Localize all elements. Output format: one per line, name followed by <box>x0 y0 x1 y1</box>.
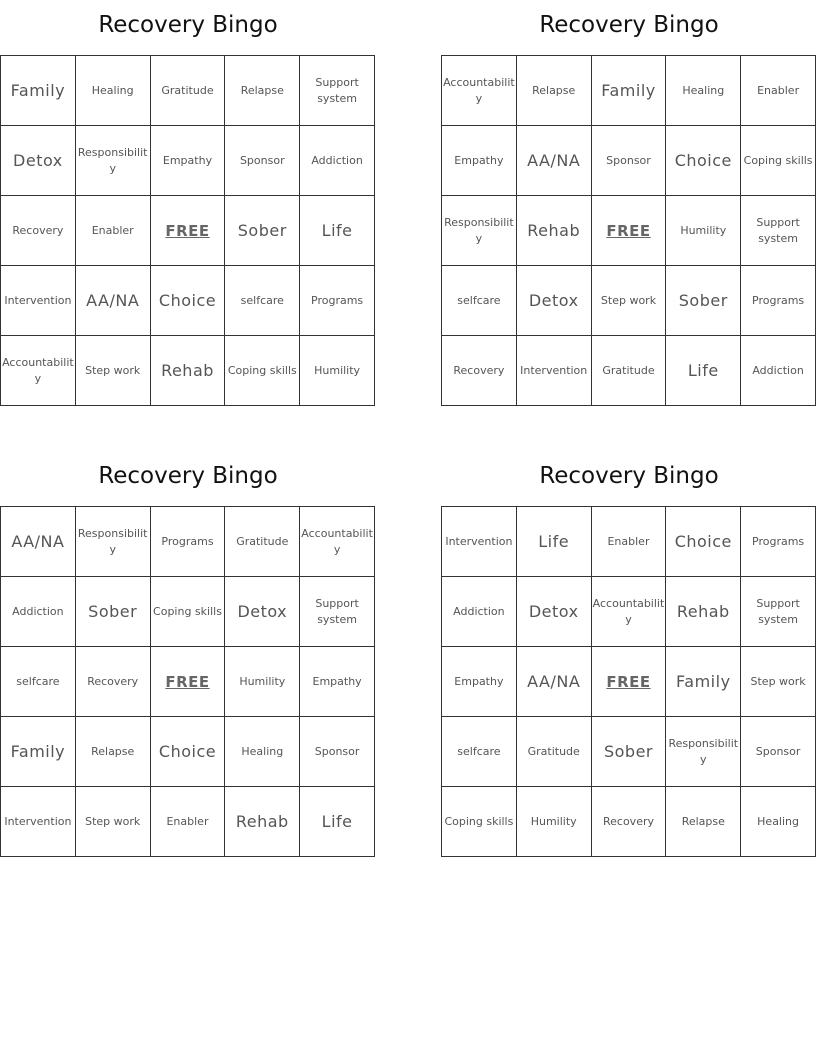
bingo-cell: Accountability <box>300 507 375 577</box>
bingo-cell: Sponsor <box>225 126 300 196</box>
grid-row <box>442 577 816 647</box>
bingo-cell: Humility <box>225 647 300 717</box>
bingo-cell: Empathy <box>300 647 375 717</box>
bingo-cell: AA/NA <box>516 126 591 196</box>
bingo-cell: Empathy <box>442 126 517 196</box>
bingo-cell: selfcare <box>1 647 76 717</box>
bingo-cell: Humility <box>666 196 741 266</box>
bingo-cell: Responsibility <box>75 507 150 577</box>
card-title: Recovery Bingo <box>539 463 719 489</box>
bingo-cell: Empathy <box>150 126 225 196</box>
bingo-cell: Detox <box>1 126 76 196</box>
bingo-cell: Responsibility <box>442 196 517 266</box>
bingo-cell: Sober <box>225 196 300 266</box>
grid-row <box>1 787 375 857</box>
grid-row <box>442 717 816 787</box>
bingo-cell: Life <box>516 507 591 577</box>
grid-row <box>1 577 375 647</box>
bingo-cell: AA/NA <box>75 266 150 336</box>
bingo-cell: Empathy <box>442 647 517 717</box>
bingo-cell: selfcare <box>442 717 517 787</box>
bingo-cell: Detox <box>516 266 591 336</box>
bingo-cell: Family <box>666 647 741 717</box>
grid-row <box>1 126 375 196</box>
bingo-cell: Life <box>300 196 375 266</box>
bingo-cell: Programs <box>741 266 816 336</box>
bingo-cell: selfcare <box>225 266 300 336</box>
bingo-cell: AA/NA <box>516 647 591 717</box>
card-title: Recovery Bingo <box>98 463 278 489</box>
bingo-cell: Intervention <box>442 507 517 577</box>
bingo-grid <box>0 506 375 857</box>
bingo-cell: Gratitude <box>591 336 666 406</box>
bingo-cell: Choice <box>150 717 225 787</box>
bingo-cell: Accountability <box>1 336 76 406</box>
bingo-cell: Programs <box>300 266 375 336</box>
bingo-cell: Responsibility <box>75 126 150 196</box>
bingo-cell: Accountability <box>442 56 517 126</box>
bingo-cell: Healing <box>741 787 816 857</box>
grid-row <box>442 266 816 336</box>
bingo-cell: Recovery <box>591 787 666 857</box>
bingo-cell: Family <box>1 717 76 787</box>
bingo-cell: Humility <box>516 787 591 857</box>
bingo-cell: Enabler <box>741 56 816 126</box>
bingo-cell: Family <box>591 56 666 126</box>
grid-row <box>442 196 816 266</box>
bingo-cell: Programs <box>150 507 225 577</box>
bingo-cell: Relapse <box>666 787 741 857</box>
bingo-cell: Relapse <box>75 717 150 787</box>
bingo-cell: Sober <box>591 717 666 787</box>
bingo-cell: Accountability <box>591 577 666 647</box>
grid-row <box>442 507 816 577</box>
bingo-cell: Detox <box>225 577 300 647</box>
bingo-cell: Choice <box>666 126 741 196</box>
grid-row <box>442 647 816 717</box>
bingo-cell: Gratitude <box>516 717 591 787</box>
bingo-cell: Intervention <box>516 336 591 406</box>
grid-row <box>442 787 816 857</box>
grid-row <box>1 196 375 266</box>
bingo-cell: Healing <box>225 717 300 787</box>
bingo-cell: selfcare <box>442 266 517 336</box>
grid-row <box>1 647 375 717</box>
free-space: FREE <box>150 196 225 266</box>
card-title: Recovery Bingo <box>98 12 278 38</box>
bingo-cell: Healing <box>666 56 741 126</box>
bingo-cell: Sponsor <box>300 717 375 787</box>
bingo-cell: Choice <box>666 507 741 577</box>
bingo-cell: Gratitude <box>225 507 300 577</box>
bingo-grid <box>0 55 375 406</box>
bingo-cell: Coping skills <box>150 577 225 647</box>
grid-row <box>1 507 375 577</box>
bingo-cell: Step work <box>591 266 666 336</box>
bingo-cell: Addiction <box>1 577 76 647</box>
bingo-cell: Addiction <box>442 577 517 647</box>
grid-row <box>1 336 375 406</box>
bingo-cell: Support system <box>741 577 816 647</box>
bingo-cell: Sponsor <box>741 717 816 787</box>
bingo-cell: Coping skills <box>442 787 517 857</box>
bingo-cell: Programs <box>741 507 816 577</box>
bingo-cell: Enabler <box>591 507 666 577</box>
bingo-cell: Sponsor <box>591 126 666 196</box>
bingo-cell: Humility <box>300 336 375 406</box>
free-space: FREE <box>591 647 666 717</box>
bingo-cell: Intervention <box>1 787 76 857</box>
bingo-cell: Rehab <box>150 336 225 406</box>
bingo-cell: Gratitude <box>150 56 225 126</box>
bingo-cell: Rehab <box>516 196 591 266</box>
bingo-cell: Recovery <box>1 196 76 266</box>
free-space: FREE <box>150 647 225 717</box>
bingo-cell: AA/NA <box>1 507 76 577</box>
bingo-cell: Coping skills <box>741 126 816 196</box>
bingo-cell: Sober <box>666 266 741 336</box>
bingo-cell: Sober <box>75 577 150 647</box>
card-title: Recovery Bingo <box>539 12 719 38</box>
bingo-cell: Addiction <box>300 126 375 196</box>
bingo-cell: Enabler <box>150 787 225 857</box>
bingo-cell: Choice <box>150 266 225 336</box>
bingo-cell: Detox <box>516 577 591 647</box>
bingo-cell: Recovery <box>442 336 517 406</box>
bingo-cell: Step work <box>75 336 150 406</box>
bingo-cell: Rehab <box>225 787 300 857</box>
bingo-cell: Responsibility <box>666 717 741 787</box>
bingo-cell: Step work <box>75 787 150 857</box>
bingo-cell: Addiction <box>741 336 816 406</box>
grid-row <box>1 266 375 336</box>
bingo-cell: Relapse <box>516 56 591 126</box>
bingo-cell: Life <box>666 336 741 406</box>
grid-row <box>1 717 375 787</box>
bingo-cell: Step work <box>741 647 816 717</box>
bingo-cell: Enabler <box>75 196 150 266</box>
grid-row <box>442 126 816 196</box>
bingo-cell: Rehab <box>666 577 741 647</box>
bingo-cell: Support system <box>300 56 375 126</box>
bingo-cell: Relapse <box>225 56 300 126</box>
bingo-cell: Life <box>300 787 375 857</box>
bingo-cell: Healing <box>75 56 150 126</box>
grid-row <box>442 56 816 126</box>
grid-row <box>1 56 375 126</box>
bingo-cell: Intervention <box>1 266 76 336</box>
bingo-cell: Support system <box>741 196 816 266</box>
bingo-grid <box>441 55 816 406</box>
bingo-grid <box>441 506 816 857</box>
grid-row <box>442 336 816 406</box>
bingo-cell: Support system <box>300 577 375 647</box>
bingo-cell: Coping skills <box>225 336 300 406</box>
bingo-cell: Family <box>1 56 76 126</box>
bingo-cell: Recovery <box>75 647 150 717</box>
free-space: FREE <box>591 196 666 266</box>
